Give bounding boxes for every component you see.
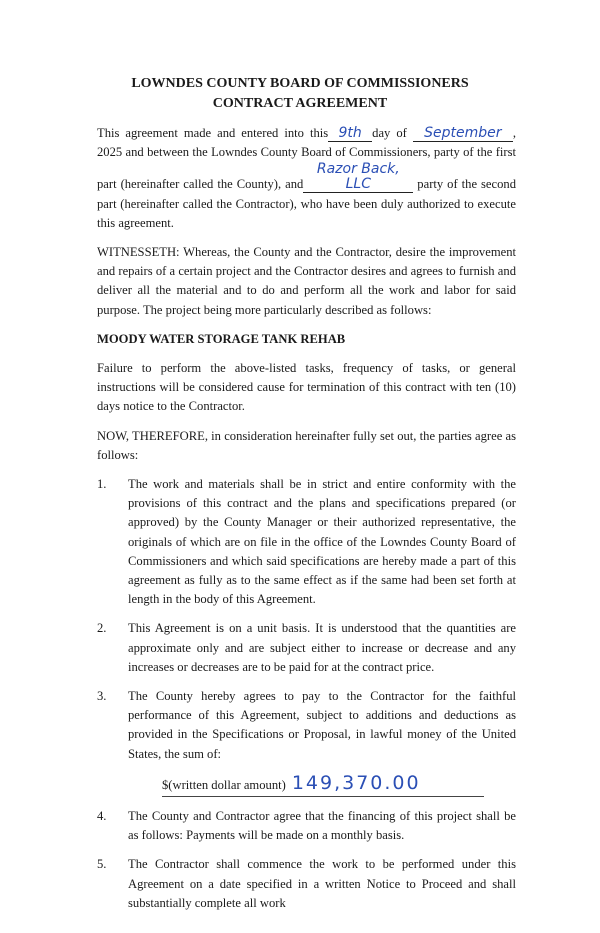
amount-value: 149,370.00 bbox=[291, 771, 421, 794]
clause-number: 3. bbox=[97, 689, 107, 704]
intro-text: party of the second part (hereinafter called the Contractor), who have been duly authorized to execute this agreement. bbox=[97, 177, 516, 230]
now-therefore-paragraph: NOW, THEREFORE, in consideration hereinafter fully set out, the parties agree as follows: bbox=[97, 428, 516, 462]
clause-text: The County hereby agrees to pay to the Contractor for the faithful performance of this Agreement, subject to additions and deductions as provided in the Specifications or Proposal, in lawful money of the United States, the sum of: bbox=[128, 689, 516, 761]
month-field[interactable]: September bbox=[413, 126, 513, 142]
clause-text: The County and Contractor agree that the financing of this project shall be as follows: Payments will be made on a monthly basis. bbox=[128, 808, 516, 843]
contractor-field[interactable]: Razor Back, LLC bbox=[303, 162, 413, 193]
day-field[interactable]: 9th bbox=[328, 126, 372, 142]
failure-paragraph: Failure to perform the above-listed tasks, frequency of tasks, or general instructions will be considered cause for termination of this contract with ten (10) days notice to the Contractor. bbox=[97, 361, 516, 414]
clause-number: 1. bbox=[97, 477, 107, 492]
clause-number: 5. bbox=[97, 857, 107, 872]
clause-number: 4. bbox=[97, 808, 107, 823]
project-name: MOODY WATER STORAGE TANK REHAB bbox=[97, 331, 346, 346]
intro-paragraph bbox=[97, 124, 516, 233]
clause-text: The work and materials shall be in strict and entire conformity with the provisions of this contract and the plans and specifications prepared (or approved) by the County Manager or their authorized representative, the originals of which are on file in the office of the Lowndes County Board of Commissioners and which said specifications are hereby made a part of this agreement as fully as to the same effect as if the same had been set forth at length in the body of this Agreement. bbox=[128, 477, 516, 607]
amount-label: $(written dollar amount) bbox=[162, 777, 286, 792]
intro-text: day of bbox=[372, 126, 407, 140]
witnesseth-paragraph: WITNESSETH: Whereas, the County and the Contractor, desire the improvement and repairs of a certain project and the Contractor desires and agrees to furnish and deliver all the material and to do and perform all the work and labor for said purpose. The project being more particularly described as follows: bbox=[97, 245, 516, 317]
intro-text: This agreement made and entered into this bbox=[97, 126, 329, 140]
intro-text: , 2025 and between the Lowndes County Board of Commissioners, party of the first part (hereinafter called the County), and bbox=[97, 126, 517, 192]
document-subtitle: CONTRACT AGREEMENT bbox=[212, 96, 388, 111]
clause-2 bbox=[97, 619, 516, 677]
clause-1 bbox=[97, 475, 516, 609]
clause-5 bbox=[97, 855, 516, 913]
clause-number: 2. bbox=[97, 621, 107, 636]
document-title: LOWNDES COUNTY BOARD OF COMMISSIONERS bbox=[131, 76, 469, 91]
clause-text: The Contractor shall commence the work to be performed under this Agreement on a date specified in a written Notice to Proceed and shall substantially complete all work bbox=[128, 857, 516, 910]
clause-3 bbox=[97, 687, 516, 764]
clause-text: This Agreement is on a unit basis. It is understood that the quantities are approximate only and are subject either to increase or decrease and any increases or decreases are to be paid for at the contract price. bbox=[128, 621, 516, 674]
clause-4 bbox=[97, 807, 516, 845]
